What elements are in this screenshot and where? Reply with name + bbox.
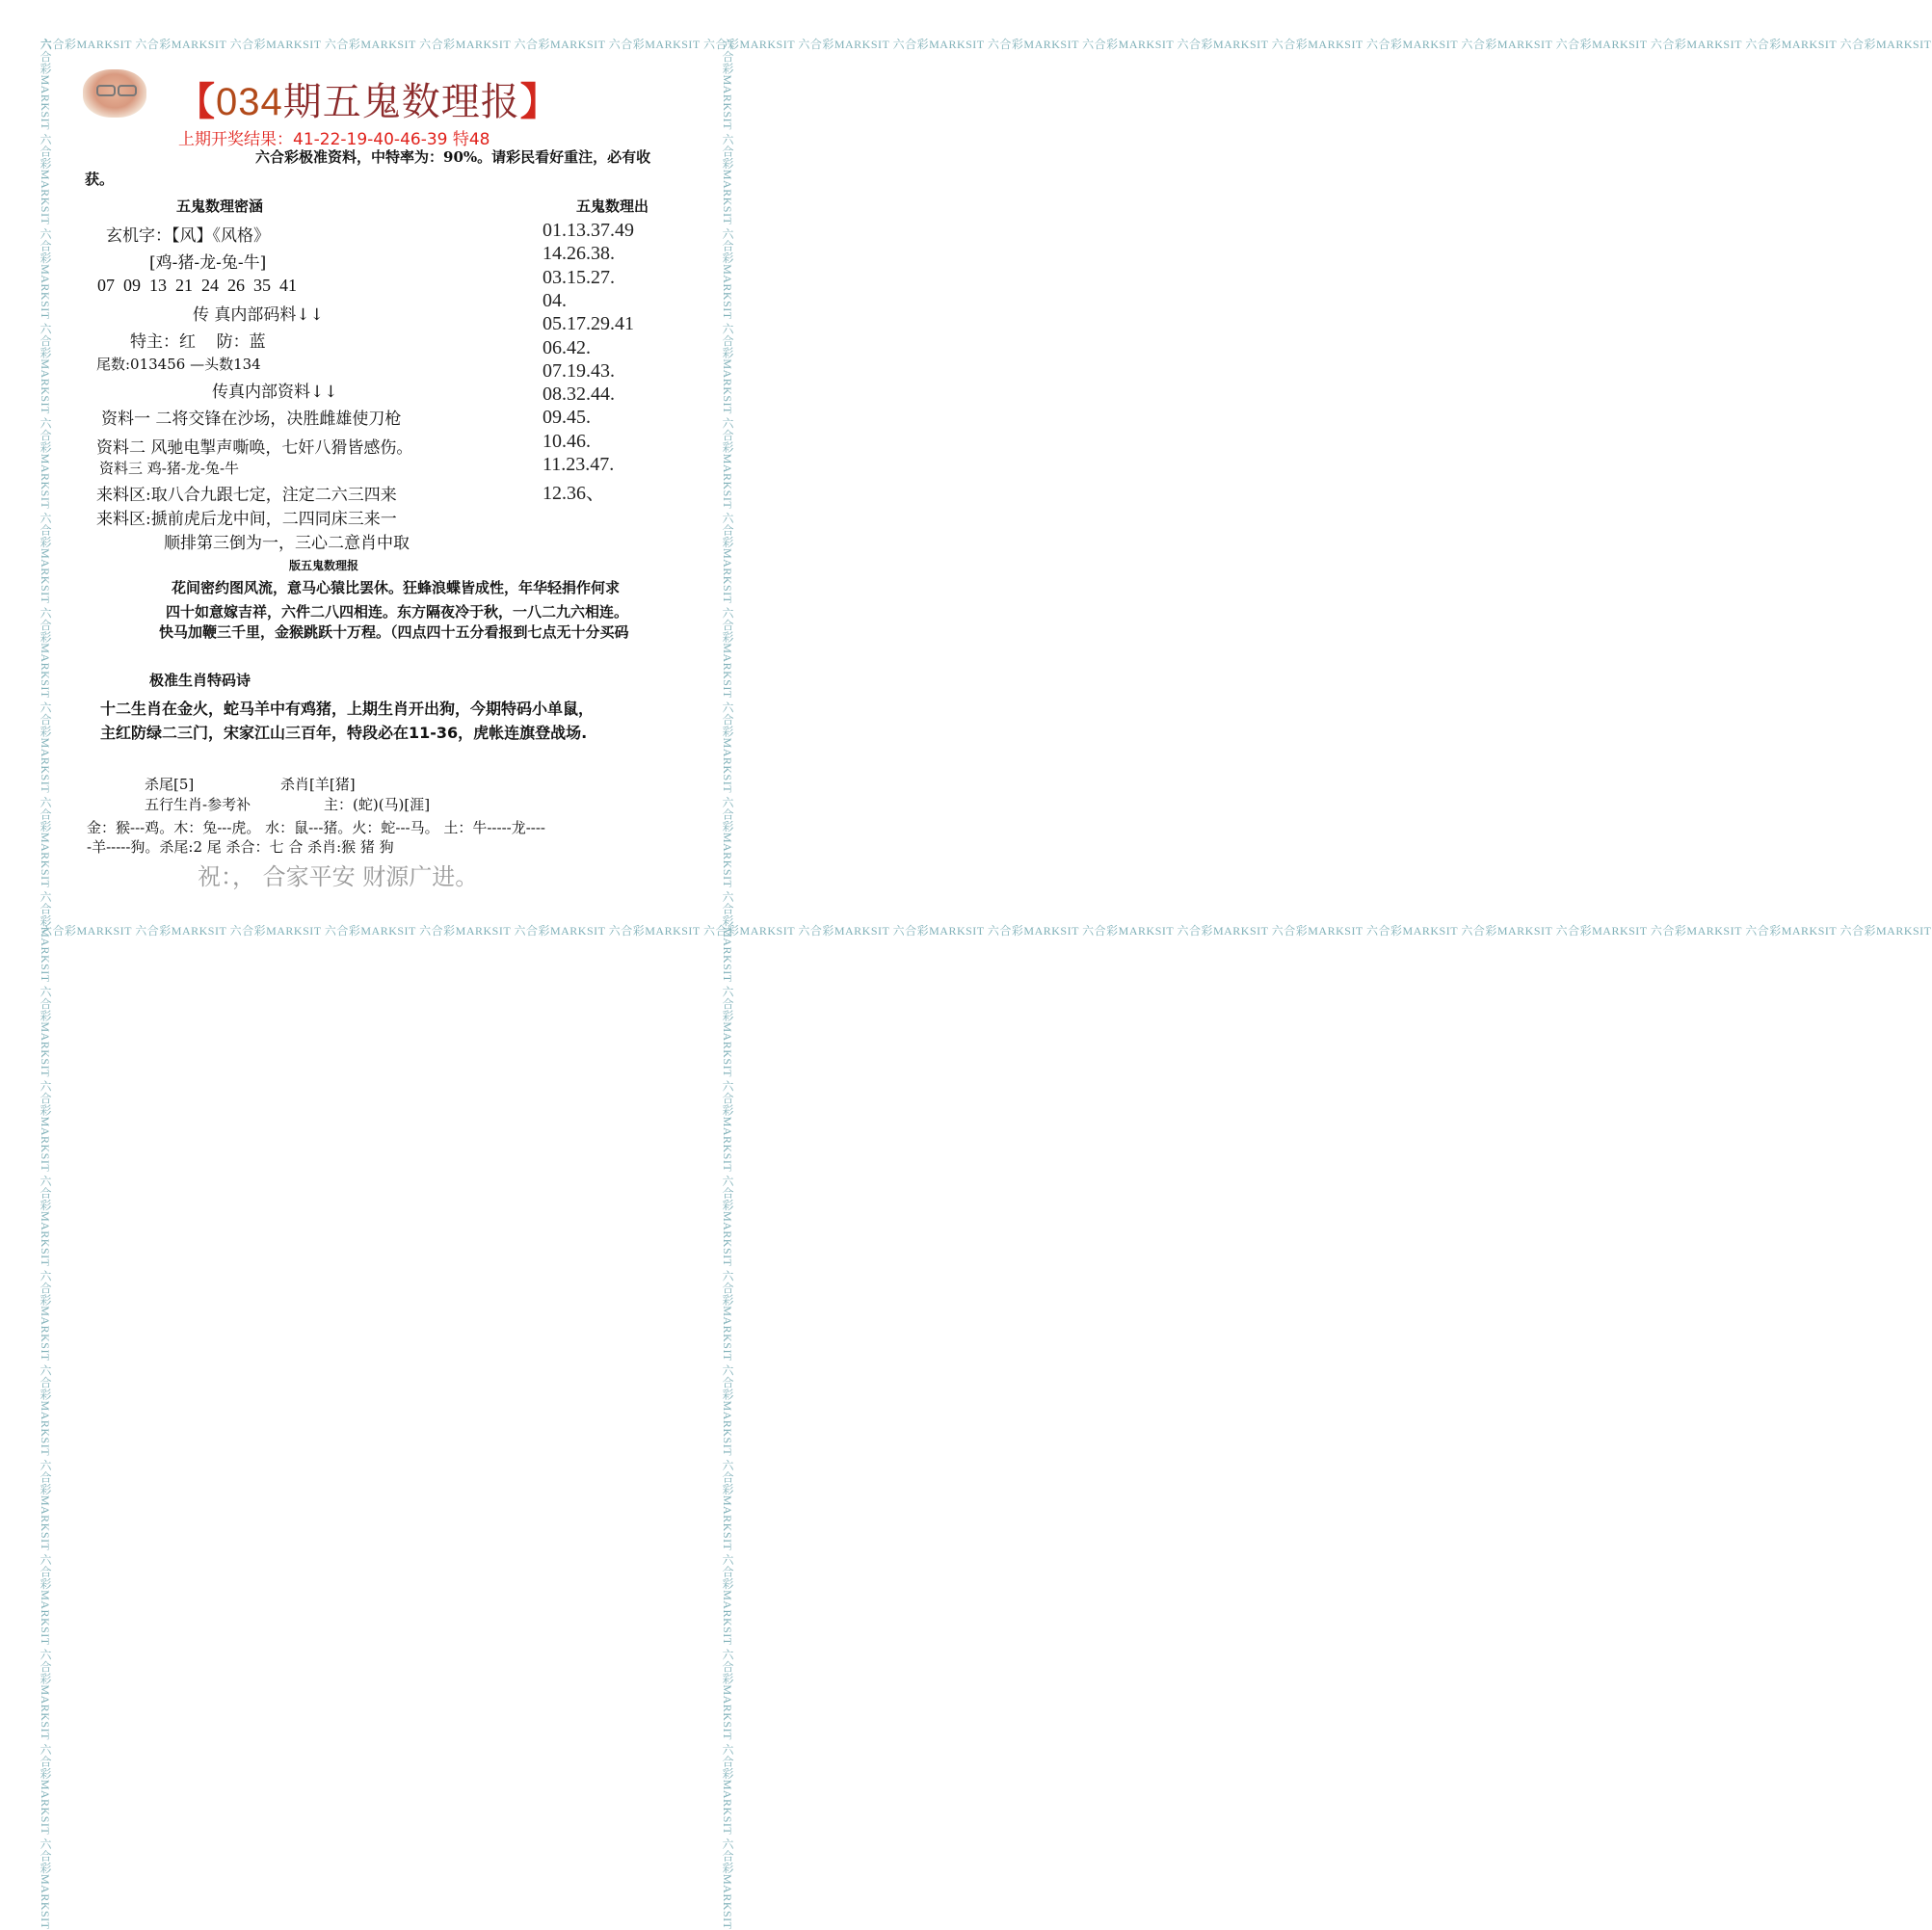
border-watermark-right: 六合彩MARKSIT 六合彩MARKSIT 六合彩MARKSIT 六合彩MARKSIT 六合彩MARKSIT 六合彩MARKSIT 六合彩MARKSIT 六合彩MARKSIT 六合彩MARKSIT 六合彩MARKSIT 六合彩MARKSIT 六合彩MARKSIT 六合彩MARKSIT 六合彩MARKSIT 六合彩MARKSIT 六合彩MARKSIT 六合彩MARKSIT 六合彩MARKSIT 六合彩MARKSIT 六合彩MARKSIT [721, 39, 734, 1930]
tail-head-numbers: 尾数:013456 —头数134 [96, 356, 261, 373]
border-watermark-top: 六合彩MARKSIT 六合彩MARKSIT 六合彩MARKSIT 六合彩MARKSIT 六合彩MARKSIT 六合彩MARKSIT 六合彩MARKSIT 六合彩MARKSIT 六合彩MARKSIT 六合彩MARKSIT 六合彩MARKSIT 六合彩MARKSIT 六合彩MARKSIT 六合彩MARKSIT 六合彩MARKSIT 六合彩MARKSIT 六合彩MARKSIT 六合彩MARKSIT 六合彩MARKSIT 六合彩MARKSIT [40, 38, 1932, 51]
avatar [83, 69, 146, 118]
number-list: 07 09 13 21 24 26 35 41 [97, 276, 297, 295]
source-3: 顺排第三倒为一，三心二意肖中取 [164, 534, 410, 553]
wuxing-line-2: -羊-----狗。杀尾:2 尾 杀合：七 合 杀肖:猴 猪 狗 [87, 838, 394, 856]
right-number-row: 07.19.43. [543, 359, 615, 382]
right-number-row: 05.17.29.41 [543, 313, 634, 335]
info-3: 资料三 鸡-猪-龙-兔-牛 [99, 460, 240, 477]
right-number-row: 04. [543, 289, 567, 311]
left-heading: 五鬼数理密涵 [176, 198, 264, 215]
right-heading: 五鬼数理出 [576, 198, 649, 215]
wuxing-main: 主：(蛇)(马)[涯] [324, 796, 431, 813]
intro-line-2: 获。 [85, 171, 115, 188]
last-result: 上期开奖结果：41-22-19-40-46-39 特48 [178, 130, 490, 149]
info-1: 资料一 二将交锋在沙场，决胜雌雄使刀枪 [101, 410, 402, 429]
issue-number: 034 [216, 81, 283, 123]
blessing: 祝：， 合家平安 财源广进。 [198, 863, 479, 890]
right-number-row: 14.26.38. [543, 243, 615, 265]
zodiac-poem-heading: 极准生肖特码诗 [149, 672, 251, 689]
info-2: 资料二 风驰电掣声嘶唤，七奸八猾皆感伤。 [96, 438, 413, 458]
fax-info-heading: 传真内部资料↓↓ [212, 383, 338, 402]
zodiac-poem-line: 主红防绿二三门，宋家江山三百年，特段必在11-36，虎帐连旗登战场. [100, 724, 588, 742]
right-number-row: 11.23.47. [543, 454, 615, 475]
color-pick: 特主：红 防：蓝 [130, 332, 266, 352]
page-title [176, 71, 560, 126]
right-number-row: 01.13.37.49 [543, 220, 634, 241]
bracket-open: 【 [176, 80, 216, 124]
kill-zodiac: 杀肖[羊[猪] [280, 776, 356, 793]
poem-line: 花间密约图风流，意马心猿比罢休。狂蜂浪蝶皆成性，年华轻捐作何求 [172, 579, 621, 596]
kill-tail: 杀尾[5] [145, 776, 195, 793]
right-number-row: 09.45. [543, 407, 591, 429]
source-1: 来料区:取八合九跟七定，注定二六三四来 [96, 486, 397, 505]
poem-line: 四十如意嫁吉祥，六件二八四相连。东方隔夜冷于秋，一八二九六相连。 [166, 603, 629, 621]
poem-line: 快马加鞭三千里，金猴跳跃十万程。（四点四十五分看报到七点无十分买码 [159, 623, 629, 641]
source-2: 来料区:搋前虎后龙中间，二四同床三来一 [96, 510, 397, 529]
fax-code-heading: 传 真内部码料↓↓ [193, 305, 324, 325]
border-watermark-bottom: 六合彩MARKSIT 六合彩MARKSIT 六合彩MARKSIT 六合彩MARKSIT 六合彩MARKSIT 六合彩MARKSIT 六合彩MARKSIT 六合彩MARKSIT 六合彩MARKSIT 六合彩MARKSIT 六合彩MARKSIT 六合彩MARKSIT 六合彩MARKSIT 六合彩MARKSIT 六合彩MARKSIT 六合彩MARKSIT 六合彩MARKSIT 六合彩MARKSIT 六合彩MARKSIT 六合彩MARKSIT [40, 924, 1932, 938]
zodiac-list: [鸡-猪-龙-兔-牛] [149, 253, 267, 273]
border-watermark-left: 六合彩MARKSIT 六合彩MARKSIT 六合彩MARKSIT 六合彩MARKSIT 六合彩MARKSIT 六合彩MARKSIT 六合彩MARKSIT 六合彩MARKSIT 六合彩MARKSIT 六合彩MARKSIT 六合彩MARKSIT 六合彩MARKSIT 六合彩MARKSIT 六合彩MARKSIT 六合彩MARKSIT 六合彩MARKSIT 六合彩MARKSIT 六合彩MARKSIT 六合彩MARKSIT 六合彩MARKSIT [39, 39, 52, 1930]
right-number-row: 10.46. [543, 430, 591, 452]
poem-subtitle: 版五鬼数理报 [289, 559, 359, 572]
zodiac-poem-line: 十二生肖在金火，蛇马羊中有鸡猪，上期生肖开出狗，今期特码小单鼠， [100, 700, 595, 718]
xuanji: 玄机字：【风】《风格》 [106, 226, 270, 246]
wuxing-line-1: 金：猴---鸡。木：兔---虎。 水：鼠---猪。火：蛇---马。 土：牛-----龙---- [87, 819, 545, 836]
right-number-row: 03.15.27. [543, 266, 615, 288]
intro-line-1: 六合彩极准资料，中特率为：90%。请彩民看好重注，必有收 [255, 148, 651, 166]
title-text: 期五鬼数理报 [282, 80, 520, 124]
bracket-close: 】 [519, 80, 560, 124]
right-number-row: 06.42. [543, 336, 591, 358]
right-number-row: 08.32.44. [543, 383, 615, 406]
wuxing-label: 五行生肖-参考补 [145, 796, 251, 813]
right-number-row: 12.36、 [543, 483, 605, 505]
